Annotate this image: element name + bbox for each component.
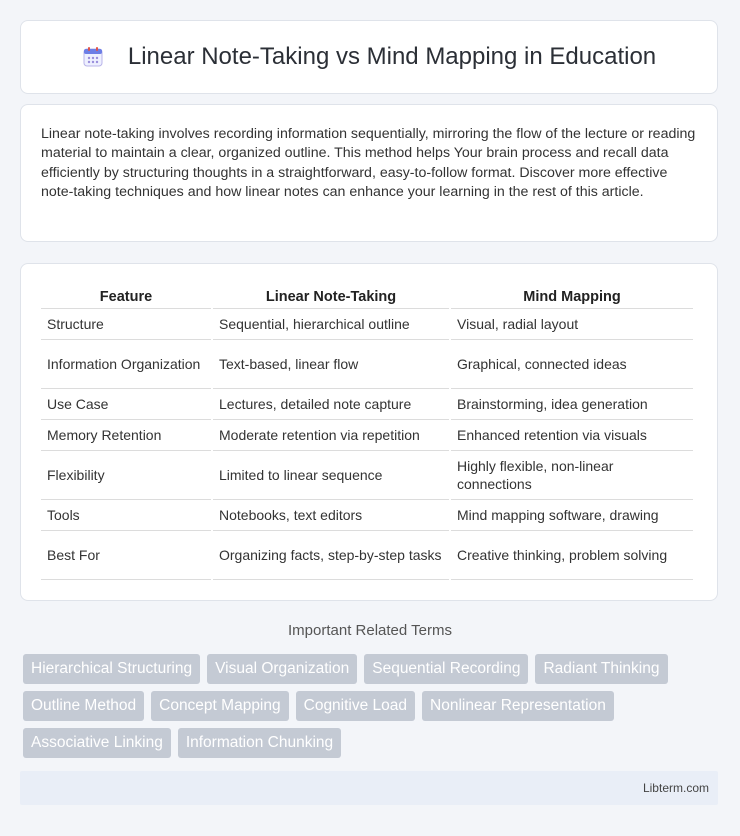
table-header-row [41, 284, 693, 309]
table-row [41, 389, 693, 420]
table-cell: Creative thinking, problem solving [451, 531, 693, 580]
table-row [41, 500, 693, 531]
term-tag[interactable]: Radiant Thinking [535, 654, 667, 684]
term-tag[interactable]: Associative Linking [23, 728, 171, 758]
term-tag[interactable]: Concept Mapping [151, 691, 289, 721]
table-cell: Sequential, hierarchical outline [213, 309, 449, 340]
column-header: Mind Mapping [451, 284, 693, 309]
table-row [41, 451, 693, 500]
table-row [41, 340, 693, 389]
table-cell: Best For [41, 531, 211, 580]
title-card [20, 20, 718, 94]
table-row [41, 531, 693, 580]
table-cell: Flexibility [41, 451, 211, 500]
table-row [41, 420, 693, 451]
table-cell: Tools [41, 500, 211, 531]
comparison-table [39, 284, 695, 580]
table-cell: Structure [41, 309, 211, 340]
table-cell: Graphical, connected ideas [451, 340, 693, 389]
term-tag[interactable]: Nonlinear Representation [422, 691, 614, 721]
intro-paragraph: Linear note-taking involves recording information sequentially, mirroring the flow of the lecture or reading material to maintain a clear, organized outline. This method helps Your brain process and recall data efficiently by structuring thoughts in a straightforward, easy-to-follow format. Discover more effective note-taking techniques and how linear notes can enhance your learning in the rest of this article. [41, 126, 696, 201]
calendar-icon [82, 46, 104, 68]
table-cell: Mind mapping software, drawing [451, 500, 693, 531]
related-terms-heading: Important Related Terms [288, 622, 452, 639]
table-row [41, 309, 693, 340]
term-tag[interactable]: Sequential Recording [364, 654, 528, 684]
column-header: Feature [41, 284, 211, 309]
table-cell: Highly flexible, non-linear connections [451, 451, 693, 500]
footer [20, 771, 718, 805]
table-cell: Use Case [41, 389, 211, 420]
term-tag[interactable]: Outline Method [23, 691, 144, 721]
related-terms-list [23, 654, 723, 765]
term-tag[interactable]: Information Chunking [178, 728, 341, 758]
term-tag[interactable]: Hierarchical Structuring [23, 654, 200, 684]
intro-card [20, 104, 718, 242]
table-cell: Moderate retention via repetition [213, 420, 449, 451]
table-cell: Memory Retention [41, 420, 211, 451]
table-cell: Lectures, detailed note capture [213, 389, 449, 420]
table-cell: Notebooks, text editors [213, 500, 449, 531]
table-cell: Visual, radial layout [451, 309, 693, 340]
table-cell: Text-based, linear flow [213, 340, 449, 389]
table-cell: Organizing facts, step-by-step tasks [213, 531, 449, 580]
table-cell: Brainstorming, idea generation [451, 389, 693, 420]
column-header: Linear Note-Taking [213, 284, 449, 309]
table-cell: Information Organization [41, 340, 211, 389]
table-cell: Enhanced retention via visuals [451, 420, 693, 451]
term-tag[interactable]: Cognitive Load [296, 691, 415, 721]
term-tag[interactable]: Visual Organization [207, 654, 357, 684]
comparison-card [20, 263, 718, 601]
table-cell: Limited to linear sequence [213, 451, 449, 500]
page-title: Linear Note-Taking vs Mind Mapping in Education [127, 43, 657, 70]
footer-site-link[interactable]: Libterm.com [642, 781, 709, 795]
